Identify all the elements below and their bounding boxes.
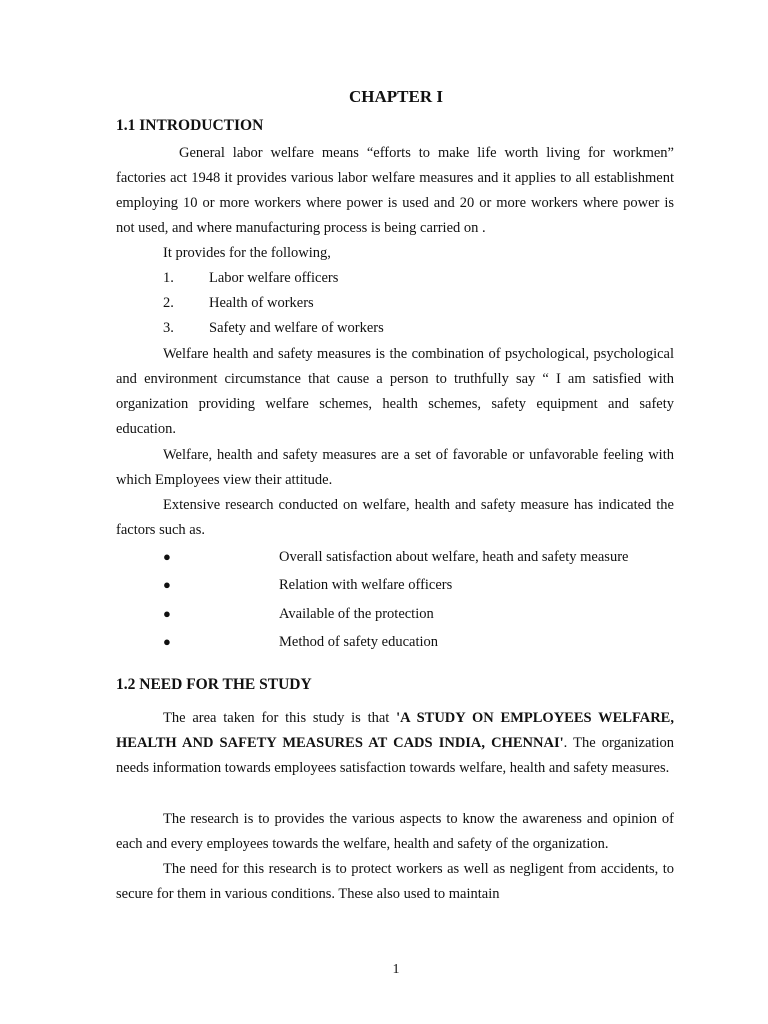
intro-paragraph-3: Welfare, health and safety measures are a set of favorable or unfavorable feeling with which Employees view their attitude. (116, 447, 674, 488)
bullet-text: Relation with welfare officers (279, 577, 453, 593)
bullet-text: Available of the protection (279, 606, 434, 622)
item-text: Safety and welfare of workers (209, 320, 384, 336)
bullet-item (163, 572, 452, 598)
need-p1-prefix: The area taken for this study is that (163, 710, 397, 726)
bullet-item (163, 544, 628, 570)
numbered-item (163, 316, 384, 341)
bullet-text: Overall satisfaction about welfare, heath and safety measure (279, 549, 629, 565)
item-number: 2. (163, 295, 174, 311)
bullet-icon: ● (163, 549, 171, 564)
item-text: Labor welfare officers (209, 270, 339, 286)
need-paragraph-3: The need for this research is to protect workers as well as negligent from accidents, to secure for them in various conditions. These also used to maintain (116, 861, 674, 902)
chapter-title: CHAPTER I (349, 87, 443, 106)
bullet-text: Method of safety education (279, 634, 439, 650)
page-number: 1 (392, 962, 400, 977)
bullet-icon: ● (163, 577, 171, 592)
bullet-item (163, 629, 438, 655)
intro-paragraph-2: Welfare health and safety measures is the combination of psychological, psychological and environment circumstance that cause a person to truthfully say “ I am satisfied with organization providing welfare schemes, health schemes, safety equipment and safety education. (116, 346, 674, 437)
section-heading-need: 1.2 NEED FOR THE STUDY (116, 676, 312, 693)
study-title: 'A STUDY ON EMPLOYEES WELFARE, HEALTH AND SAFETY MEASURES AT CADS INDIA, CHENNAI' (116, 710, 674, 751)
numbered-item (163, 291, 314, 316)
item-text: Health of workers (209, 295, 314, 311)
section-heading-introduction: 1.1 INTRODUCTION (116, 117, 264, 134)
need-paragraph-1 (116, 706, 674, 781)
bullet-icon: ● (163, 634, 171, 649)
need-p1-suffix: . The organization needs information towards employees satisfaction towards welfare, health and safety measures. (116, 735, 674, 776)
item-number: 3. (163, 320, 174, 336)
provides-line: It provides for the following, (163, 245, 331, 261)
need-paragraph-2: The research is to provides the various aspects to know the awareness and opinion of each and every employees towards the welfare, health and safety of the organization. (116, 811, 674, 852)
numbered-item (163, 266, 338, 291)
bullet-icon: ● (163, 606, 171, 621)
intro-paragraph-1: General labor welfare means “efforts to make life worth living for workmen” factories act 1948 it provides various labor welfare measures and it applies to all establishment employing 10 or more workers where power is used and 20 or more workers where power is not used, and where manufacturing process is being carried on . (116, 145, 674, 236)
bullet-item (163, 601, 434, 627)
item-number: 1. (163, 270, 174, 286)
intro-paragraph-4: Extensive research conducted on welfare, health and safety measure has indicated the factors such as. (116, 497, 674, 538)
